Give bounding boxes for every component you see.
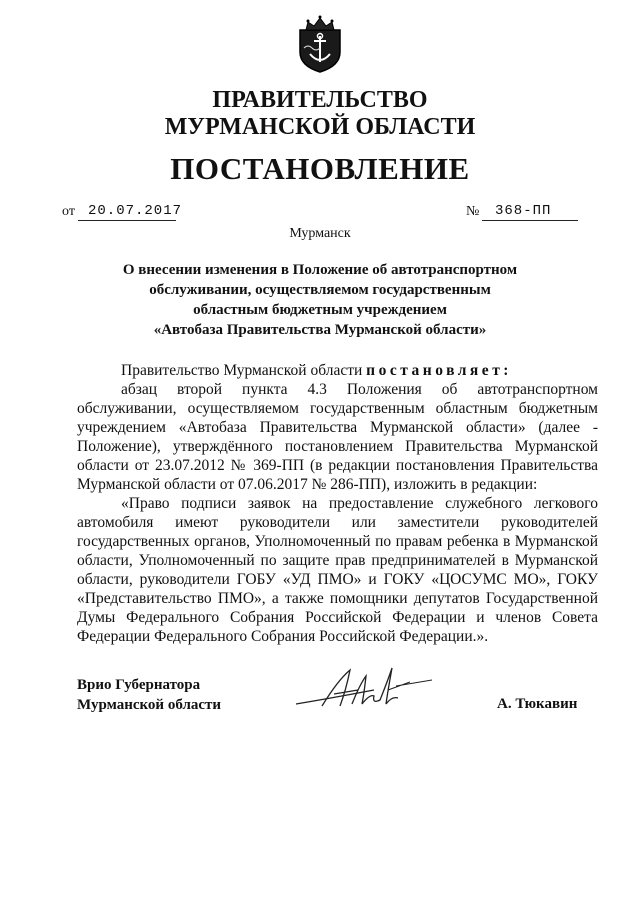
signatory-position xyxy=(77,675,221,715)
paragraph-1: абзац второй пункта 4.3 Положения об автотранспортном обслуживании, осуществляемом государственным областным бюджетным учреждением «Автобаза Правительства Мурманской области» (далее - Положение), утверждённого постановлением Правительства Мурманской области от 23.07.2012 № 369-ПП (в редакции постановления Правительства Мурманской области от 07.06.2017 № 286-ПП), изложить в редакции: xyxy=(77,381,598,493)
intro-decree-word: постановляет: xyxy=(366,362,512,379)
signatory-name: А. Тюкавин xyxy=(497,696,578,712)
document-title xyxy=(0,260,640,340)
number-underline xyxy=(482,220,578,221)
document-date: 20.07.2017 xyxy=(88,203,183,219)
document-number: 368-ПП xyxy=(495,203,552,219)
coat-of-arms-emblem xyxy=(296,14,344,74)
date-prefix: от xyxy=(62,204,75,219)
intro-paragraph xyxy=(77,361,598,380)
paragraph-2: «Право подписи заявок на предоставление служебного легкового автомобиля имеют руководители или заместители руководителей государственных органов, Уполномоченный по правам ребенка в Мурманской области, Уполномоченный по защите прав предпринимателей в Мурманской области, руководители ГОБУ «УД ПМО» и ГОКУ «ЦОСУМС МО», ГОКУ «Представительство ПМО», а также помощники депутатов Государственной Думы Федерального Собрания Российской Федерации и членов Совета Федерации Федерального Собрания Российской Федерации.». xyxy=(77,495,598,645)
number-prefix: № xyxy=(466,204,480,219)
document-body xyxy=(77,361,598,646)
handwritten-signature xyxy=(292,660,442,720)
intro-text: Правительство Мурманской области xyxy=(121,362,367,379)
title-line-3: областным бюджетным учреждением xyxy=(193,302,447,318)
signatory-position-line1: Врио Губернатора xyxy=(77,677,201,693)
government-name-line1: ПРАВИТЕЛЬСТВО xyxy=(212,87,428,113)
document-type-heading: ПОСТАНОВЛЕНИЕ xyxy=(170,151,470,186)
title-line-4: «Автобаза Правительства Мурманской области» xyxy=(153,322,487,338)
signatory-position-line2: Мурманской области xyxy=(77,697,222,713)
government-name-line2: МУРМАНСКОЙ ОБЛАСТИ xyxy=(164,114,476,140)
title-line-1: О внесении изменения в Положение об автотранспортном xyxy=(122,262,518,278)
date-underline xyxy=(78,220,176,221)
city-name: Мурманск xyxy=(289,226,351,241)
title-line-2: обслуживании, осуществляемом государственным xyxy=(149,282,491,298)
